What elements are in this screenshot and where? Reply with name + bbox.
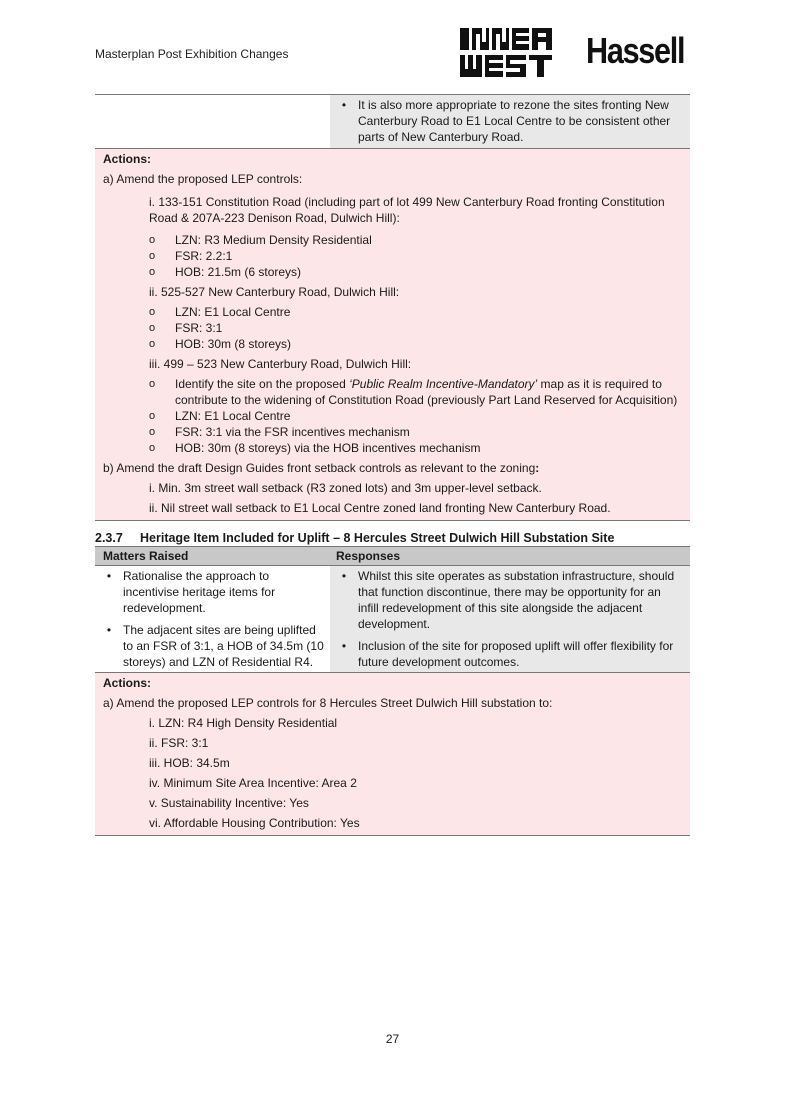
list-item: o LZN: R3 Medium Density Residential [149,233,372,247]
list-item: o LZN: E1 Local Centre [149,305,291,319]
list-item: o LZN: E1 Local Centre [149,409,291,423]
list-item: • Rationalise the approach to incentivise heritage items for redevelopment. [106,569,276,615]
actions-heading: Actions: [103,676,151,690]
list-item: o FSR: 2.2:1 [149,249,233,263]
actions-box-2: Actions: a) Amend the proposed LEP controls for 8 Hercules Street Dulwich Hill substation to: i. LZN: R4 High Density Residential ii. FSR: 3:1 iii. HOB: 34.5m iv. Minimum Site Area Incentive: Area 2 v. Sustainability Incentive: Yes vi. Affordable Housing Contribution: Yes [95,672,690,836]
page-number: 27 [385,1032,400,1046]
list-item: o HOB: 21.5m (6 storeys) [149,265,302,279]
list-item: o FSR: 3:1 via the FSR incentives mechanism [149,425,410,439]
table-row [95,565,690,672]
bullet-icon: • [341,98,347,112]
list-item: o HOB: 30m (8 storeys) [149,337,292,351]
list-item: o Identify the site on the proposed ‘Public Realm Incentive-Mandatory’ map as it is required to contribute to the widening of Constitution Road (previously Part Land Reserved for Acquisition) [149,377,678,407]
list-item: • The adjacent sites are being uplifted to an FSR of 3:1, a HOB of 34.5m (10 storeys) and LZN of Residential R4. [106,623,324,669]
section-heading: 2.3.7 Heritage Item Included for Uplift – 8 Hercules Street Dulwich Hill Substation Site [95,531,615,545]
hassell-logo: Hassell [586,30,685,71]
list-item: o FSR: 3:1 [149,321,223,335]
actions-heading: Actions: [103,152,151,166]
actions-box-1: Actions: a) Amend the proposed LEP controls: i. 133-151 Constitution Road (including part of lot 499 New Canterbury Road fronting Constitution Road & 207A-223 Denison Road, Dulwich Hill): o LZN: R3 Medium Density Residential o FSR: 2.2:1 o HOB: 21.5m (6 storeys) ii. 525-527 New Canterbury Road, Dulwich Hill: o LZN: E1 Local Centre o FSR: 3:1 o HOB: 30m (8 storeys) iii. 499 – 523 New Canterbury Road, Dulwich Hill: o Identify the site on the proposed ‘Public Realm Incentive-Mandatory’ map as it is required to contribute to the widening of Constitution Road (previously Part Land Reserved for Acquisition) o LZN: E1 Local Centre o FSR: 3:1 via the FSR incentives mechanism o HOB: 30m (8 storeys) via the HOB incentives mechanism b) Amend the draft Design Guides front setback controls as relevant to the zoning: i. Min. 3m street wall setback (R3 zoned lots) and 3m upper-level setback. ii. Nil street wall setback to E1 Local Centre zoned land fronting New Canterbury Road. [95,148,690,521]
list-item: • It is also more appropriate to rezone the sites fronting New Canterbury Road to E1 Local Centre to be consistent other parts of New Canterbury Road. [330,97,684,145]
inner-west-logo [458,26,556,80]
list-item: • Inclusion of the site for proposed uplift will offer flexibility for future development outcomes. [341,639,674,669]
document-title: Masterplan Post Exhibition Changes [95,47,289,61]
svg-text:INNER WEST: INNER WEST [458,26,465,27]
continued-table-row [95,95,690,148]
list-item: o HOB: 30m (8 storeys) via the HOB incentives mechanism [149,441,481,455]
table-header: Matters Raised Responses [95,546,690,565]
content [95,94,690,836]
list-item: • Whilst this site operates as substation infrastructure, should that function discontinue, there may be opportunity for an infill redevelopment of this site alongside the adjacent development. [341,569,675,631]
